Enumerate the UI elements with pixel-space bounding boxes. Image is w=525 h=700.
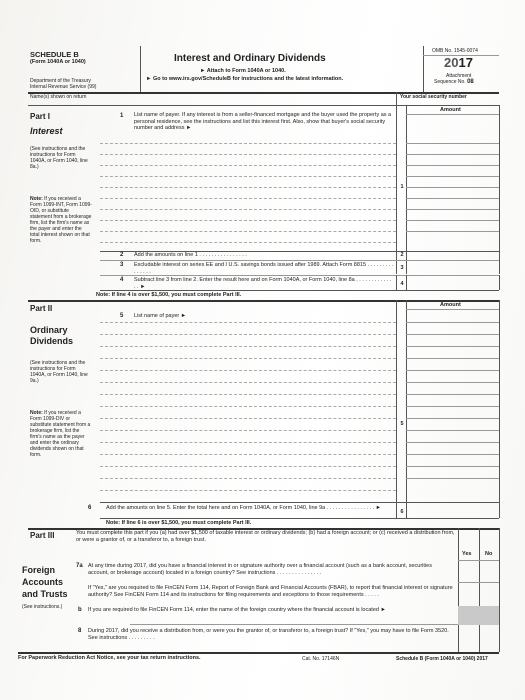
line2-text: Add the amounts on line 1 . . . . . . . . . . . . . . . . (134, 252, 247, 258)
line7a-number: 7a (76, 563, 83, 569)
department-label: Department of the Treasury (30, 78, 91, 84)
part2-see-instructions: (See instructions and the instructions for Form 1040A, or Form 1040, line 9a.) (30, 360, 88, 384)
part3-intro: You must complete this part if you (a) had over $1,500 of taxable interest or ordinary dividends; (b) had a foreign account; or (c) received a distribution from, or were a grantor of, or a transferor to, a foreign trust. (76, 530, 455, 543)
payer-entry-line[interactable] (100, 242, 396, 243)
part1-amount-header: Amount (440, 107, 461, 113)
part1-name: Interest (30, 126, 63, 136)
form-title: Interest and Ordinary Dividends (174, 53, 326, 64)
part2-note-line: Note: If line 6 is over $1,500, you must complete Part III. (106, 520, 252, 526)
line1-number: 1 (120, 113, 124, 119)
part1-note-line: Note: If line 4 is over $1,500, you must complete Part III. (96, 292, 242, 298)
part2-note: Note: If you received a Form 1099-DIV or substitute statement from a brokerage firm, list the firm's name as the payer and enter the ordinary dividends shown on that form. (30, 410, 91, 458)
part1-label: Part I (30, 112, 51, 121)
tax-year: 2017 (444, 55, 473, 70)
ssn-label: Your social security number (400, 94, 467, 100)
part2-name: Ordinary Dividends (30, 325, 74, 346)
footer-form-id: Schedule B (Form 1040A or 1040) 2017 (396, 656, 488, 662)
part3-label: Part III (30, 531, 55, 540)
schedule-label: SCHEDULE B (30, 50, 79, 59)
line5-number: 5 (120, 313, 124, 319)
line3-number: 3 (120, 262, 124, 268)
line3-box: 3 (400, 265, 404, 271)
omb-number: OMB No. 1545-0074 (432, 48, 478, 54)
payer-entry-line[interactable] (100, 209, 396, 210)
payer-entry-line[interactable] (100, 143, 396, 144)
payer-entry-line[interactable] (100, 198, 396, 199)
line2-number: 2 (120, 252, 124, 258)
line5-text: List name of payer ► (134, 313, 187, 319)
dividend-payer-line[interactable] (100, 418, 396, 419)
line7a-fbar-text: If "Yes," are you required to file FinCEN Form 114, Report of Foreign Bank and Financial Accounts (FBAR), to report that financial interest or signature authority? See FinCEN Form 114 and its instructions for filing requirements and exceptions to those requirements . . . . . (88, 585, 453, 598)
attach-instruction: ► Attach to Form 1040A or 1040. (200, 68, 286, 74)
part2-label: Part II (30, 304, 53, 313)
dividend-payer-line[interactable] (100, 370, 396, 371)
line1-text: List name of payer. If any interest is from a seller-financed mortgage and the buyer used the property as a personal residence, see the instructions and list this interest first. Also, show that buyer's social security number and address ► (134, 112, 392, 132)
line5-box: 5 (400, 421, 404, 427)
dividend-payer-line[interactable] (100, 478, 396, 479)
form-reference: (Form 1040A or 1040) (30, 59, 86, 65)
line3-text: Excludable interest on series EE and I U.S. savings bonds issued after 1989. Attach Form 8815 . . . . . . . . . . . . . . . (134, 262, 394, 275)
dividend-payer-line[interactable] (100, 442, 396, 443)
shaded-cell (458, 606, 499, 625)
line1-box: 1 (400, 184, 404, 190)
dividend-payer-line[interactable] (100, 346, 396, 347)
yes-header: Yes (462, 551, 472, 557)
foreign-country-entry[interactable] (130, 624, 458, 625)
dividend-payer-line[interactable] (100, 358, 396, 359)
dividend-payer-line[interactable] (100, 322, 396, 323)
payer-entry-line[interactable] (100, 176, 396, 177)
irs-label: Internal Revenue Service (99) (30, 84, 97, 90)
line6-box: 6 (400, 509, 404, 515)
dividend-payer-line[interactable] (100, 454, 396, 455)
line7b-text: If you are required to file FinCEN Form 114, enter the name of the foreign country where the financial account is located ► (88, 607, 386, 613)
names-label: Name(s) shown on return (30, 94, 87, 100)
line6-number: 6 (88, 505, 92, 511)
goto-instruction: ► Go to www.irs.gov/ScheduleB for instructions and the latest information. (146, 76, 344, 82)
payer-entry-line[interactable] (100, 187, 396, 188)
line7b-number: b (78, 607, 82, 613)
dividend-payer-line[interactable] (100, 490, 396, 491)
part3-name: Foreign Accounts and Trusts (22, 565, 68, 599)
dividend-payer-line[interactable] (100, 334, 396, 335)
dividend-payer-line[interactable] (100, 406, 396, 407)
payer-entry-line[interactable] (100, 165, 396, 166)
line8-number: 8 (78, 628, 82, 634)
line8-text: During 2017, did you receive a distribution from, or were you the grantor of, or transferor to, a foreign trust? If "Yes," you may have to file Form 3520. See instructions . . . . . . . . . (88, 628, 449, 641)
part1-see-instructions: (See instructions and the instructions for Form 1040A, or Form 1040, line 8a.) (30, 146, 88, 170)
catalog-number: Cat. No. 17146N (302, 656, 340, 662)
dividend-payer-line[interactable] (100, 382, 396, 383)
part1-note: Note: If you received a Form 1099-INT, Form 1099-OID, or substitute statement from a brokerage firm, list the firm's name as the payer and enter the total interest shown on that form. (30, 196, 92, 244)
paperwork-notice: For Paperwork Reduction Act Notice, see your tax return instructions. (18, 655, 201, 661)
line4-box: 4 (400, 281, 404, 287)
part3-see-instructions: (See instructions.) (22, 604, 63, 610)
attachment-label: Attachment (446, 73, 472, 79)
part2-amount-header: Amount (440, 302, 461, 308)
dividend-payer-line[interactable] (100, 466, 396, 467)
payer-entry-line[interactable] (100, 154, 396, 155)
dividend-payer-line[interactable] (100, 394, 396, 395)
sequence-label: Sequence No. 08 (434, 79, 474, 85)
line7a-text: At any time during 2017, did you have a financial interest in or signature authority over a financial account (such as a bank account, securities account, or brokerage account) located in a foreign country? See instructions . . . . . . . . . . . . . . . (88, 563, 432, 576)
line4-number: 4 (120, 277, 124, 283)
line4-text: Subtract line 3 from line 2. Enter the result here and on Form 1040A, or Form 1040, line 8a . . . . . . . . . . . . . . ► (134, 277, 392, 290)
line2-box: 2 (400, 252, 404, 258)
dividend-payer-line[interactable] (100, 430, 396, 431)
payer-entry-line[interactable] (100, 220, 396, 221)
payer-entry-line[interactable] (100, 231, 396, 232)
no-header: No (485, 551, 493, 557)
line6-text: Add the amounts on line 5. Enter the total here and on Form 1040A, or Form 1040, line 9a . . . . . . . . . . . . . . . . ► (106, 505, 382, 511)
